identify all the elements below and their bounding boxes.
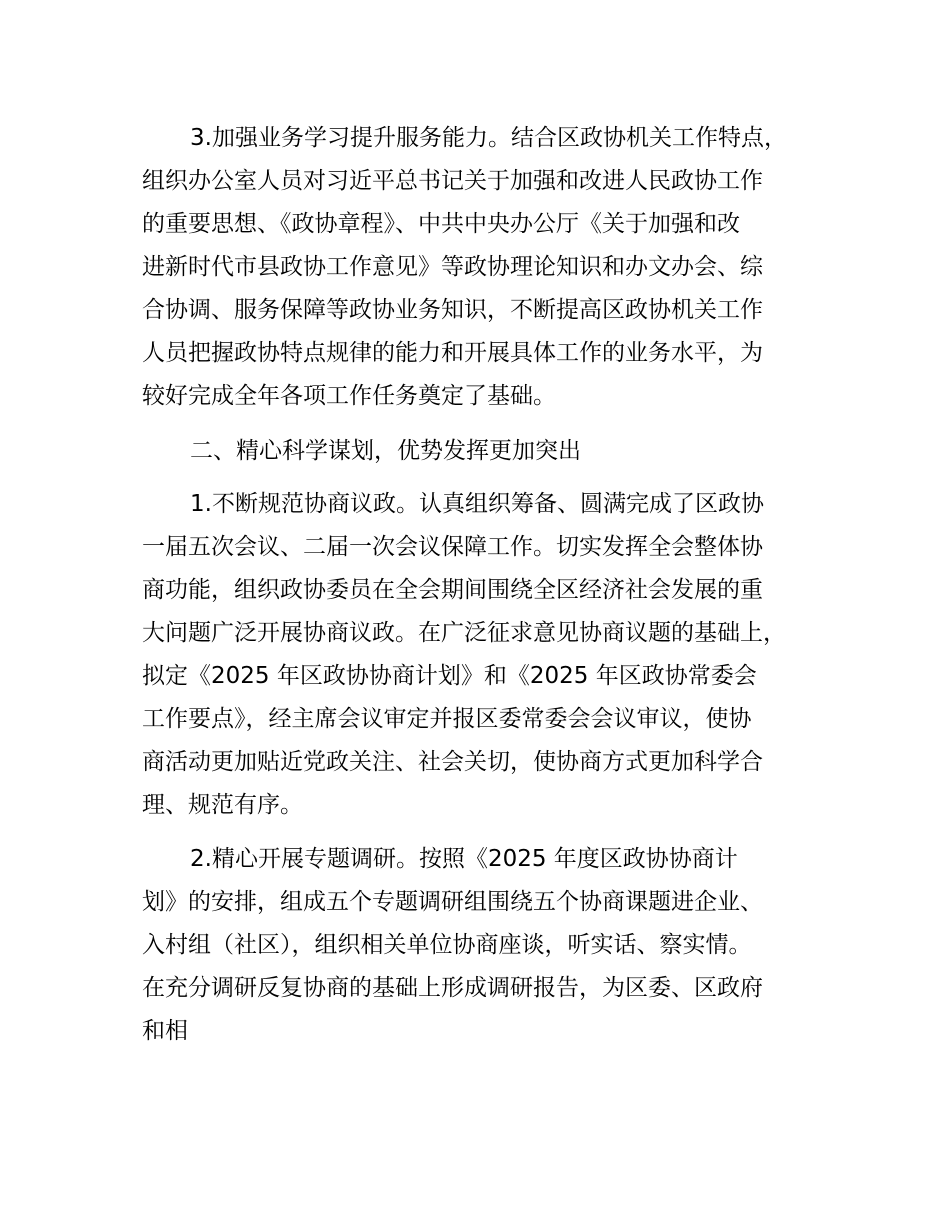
paragraph-1-line-6: 人员把握政协特点规律的能力和开展具体工作的业务水平，为 xyxy=(142,340,763,366)
paragraph-1-line-2: 组织办公室人员对习近平总书记关于加强和改进人民政协工作 xyxy=(142,168,763,194)
section-heading: 二、精心科学谋划，优势发挥更加突出 xyxy=(190,438,581,464)
paragraph-1-line-5: 合协调、服务保障等政协业务知识，不断提高区政协机关工作 xyxy=(142,297,763,323)
paragraph-2-line-7: 商活动更加贴近党政关注、社会关切，使协商方式更加科学合 xyxy=(142,749,763,775)
paragraph-3-line-2: 划》的安排，组成五个专题调研组围绕五个协商课题进企业、 xyxy=(142,889,763,915)
paragraph-3-line-4: 在充分调研反复协商的基础上形成调研报告，为区委、区政府 xyxy=(142,975,763,1001)
paragraph-3-line-5: 和相 xyxy=(142,1018,188,1044)
paragraph-2-line-3: 商功能，组织政协委员在全会期间围绕全区经济社会发展的重 xyxy=(142,577,763,603)
paragraph-3-line-3: 入村组（社区），组织相关单位协商座谈，听实话、察实情。 xyxy=(142,932,752,958)
paragraph-2-line-1: 1.不断规范协商议政。认真组织筹备、圆满完成了区政协 xyxy=(190,491,764,517)
paragraph-3-line-1: 2.精心开展专题调研。按照《2025 年度区政协协商计 xyxy=(190,846,738,872)
paragraph-1-line-3: 的重要思想、《政协章程》、中共中央办公厅《关于加强和改 xyxy=(142,211,740,237)
paragraph-1-line-4: 进新时代市县政协工作意见》等政协理论知识和办文办会、综 xyxy=(142,254,763,280)
paragraph-2-line-6: 工作要点》，经主席会议审定并报区委常委会会议审议，使协 xyxy=(142,706,752,732)
paragraph-2-line-4: 大问题广泛开展协商议政。在广泛征求意见协商议题的基础上， xyxy=(142,620,786,646)
paragraph-1-line-7: 较好完成全年各项工作任务奠定了基础。 xyxy=(142,383,556,409)
paragraph-2-line-8: 理、规范有序。 xyxy=(142,792,303,818)
paragraph-2-line-5: 拟定《2025 年区政协协商计划》和《2025 年区政协常委会 xyxy=(142,663,757,689)
paragraph-1-line-1: 3.加强业务学习提升服务能力。结合区政协机关工作特点， xyxy=(190,125,787,151)
paragraph-2-line-2: 一届五次会议、二届一次会议保障工作。切实发挥全会整体协 xyxy=(142,534,763,560)
